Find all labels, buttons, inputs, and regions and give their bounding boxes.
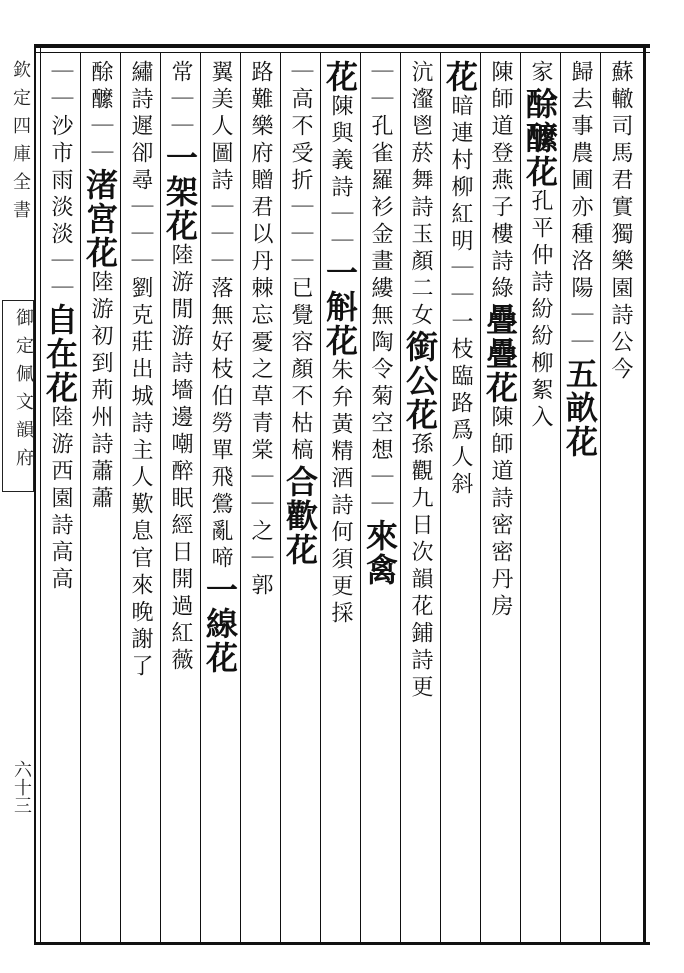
entry-heading: 花 [441, 60, 479, 94]
entry-heading: 銜公花 [401, 330, 439, 432]
text-column-12 [163, 60, 197, 935]
entry-text: 公今 [608, 330, 633, 384]
entry-text: 繡詩遲卻尋 [128, 60, 153, 195]
entry-text: 沙市雨淡淡｜｜ [48, 114, 73, 303]
entry-text: ｜｜｜ [128, 195, 153, 276]
left-border-line [34, 44, 36, 945]
column-rule [320, 53, 321, 942]
top-border-inner-line [34, 52, 650, 53]
bottom-border-line [34, 942, 650, 945]
entry-text: 劉克莊出城詩主人歎息官來晚謝了 [128, 276, 153, 681]
entry-text: 路難樂府贈君以丹棘忘憂之草青棠 [248, 60, 273, 465]
entry-heading: 酴醿花 [521, 87, 559, 189]
entry-heading: 自在花 [41, 303, 79, 405]
column-rule [120, 53, 121, 942]
entry-text: 陳師道登燕子樓詩綠 [488, 60, 513, 303]
entry-heading: 一架花 [161, 141, 199, 243]
text-column-6 [403, 60, 437, 935]
text-column-10 [243, 60, 277, 935]
column-rule [240, 53, 241, 942]
book-title-margin: 欽定四庫全書 [10, 60, 31, 228]
entry-heading: 五畝花 [561, 357, 599, 459]
entry-text: ｜｜ [568, 303, 593, 357]
entry-text: 家 [528, 60, 553, 87]
entry-heading: 疊疊花 [481, 303, 519, 405]
entry-text: ｜｜之｜郭 [248, 465, 273, 600]
column-rule [560, 53, 561, 942]
entry-text: 酴醿｜｜ [88, 60, 113, 168]
volume-label: 御定佩文韻府 [13, 308, 34, 476]
column-rule [600, 53, 601, 942]
column-rule [480, 53, 481, 942]
page-number: 六十三 [11, 760, 32, 814]
entry-text: 孫觀九日次韻花鋪詩更 [408, 432, 433, 702]
entry-text: 歸去事農圃亦種洛陽 [568, 60, 593, 303]
entry-text: 沆瀣鬯菸舞詩玉顏二女 [408, 60, 433, 330]
entry-text: ｜｜｜已覺容顏不枯槁 [288, 195, 313, 465]
text-column-7 [363, 60, 397, 935]
text-column-1 [603, 60, 637, 935]
entry-heading: 合歡花 [281, 465, 319, 567]
entry-text: 陸游閒游詩墻邊嘲醉眠經日開過紅薇 [168, 243, 193, 675]
entry-text: ｜｜孔雀羅衫金畫縷 [368, 60, 393, 303]
text-column-3 [523, 60, 557, 935]
entry-text: 一枝臨路爲人斜 [448, 310, 473, 499]
text-column-4 [483, 60, 517, 935]
entry-text: 陳與義詩｜｜ [328, 94, 353, 256]
entry-text: 常｜｜ [168, 60, 193, 141]
text-column-11 [203, 60, 237, 935]
entry-text: 陳師道詩密密丹房 [488, 405, 513, 621]
column-rule [40, 53, 41, 942]
text-column-15 [43, 60, 77, 935]
column-rule [520, 53, 521, 942]
entry-text: 暗連村柳紅明｜｜ [448, 94, 473, 310]
column-rule [160, 53, 161, 942]
entry-text: 蘇轍司馬君實獨樂園詩 [608, 60, 633, 330]
entry-text: 落無好枝伯勞單飛鶯亂啼 [208, 276, 233, 573]
text-column-2 [563, 60, 597, 935]
text-column-9 [283, 60, 317, 935]
column-rule [280, 53, 281, 942]
entry-heading: 來禽 [361, 519, 399, 587]
entry-text: 陸游初到荊州詩蕭蕭 [88, 270, 113, 513]
entry-text: ｜｜ [48, 60, 73, 114]
entry-heading: 一線花 [201, 573, 239, 675]
text-column-8 [323, 60, 357, 935]
column-rule [80, 53, 81, 942]
entry-text: 孔平仲詩紛紛柳絮入 [528, 189, 553, 432]
entry-heading: 渚宮花 [81, 168, 119, 270]
right-border-line [643, 44, 646, 945]
top-border-line [34, 44, 650, 48]
column-rule [200, 53, 201, 942]
entry-heading: 花 [321, 60, 359, 94]
entry-text: 朱弁黃精酒詩何須更採 [328, 358, 353, 628]
entry-heading: 一斛花 [321, 256, 359, 358]
text-column-13 [123, 60, 157, 935]
text-column-14 [83, 60, 117, 935]
column-rule [440, 53, 441, 942]
entry-text: ｜高不受折 [288, 60, 313, 195]
entry-text: 陸游西園詩高高 [48, 405, 73, 594]
entry-text: 翼美人圖詩｜｜｜ [208, 60, 233, 276]
entry-text: 無陶令菊空想｜｜ [368, 303, 393, 519]
column-rule [400, 53, 401, 942]
text-column-5 [443, 60, 477, 935]
column-rule [360, 53, 361, 942]
